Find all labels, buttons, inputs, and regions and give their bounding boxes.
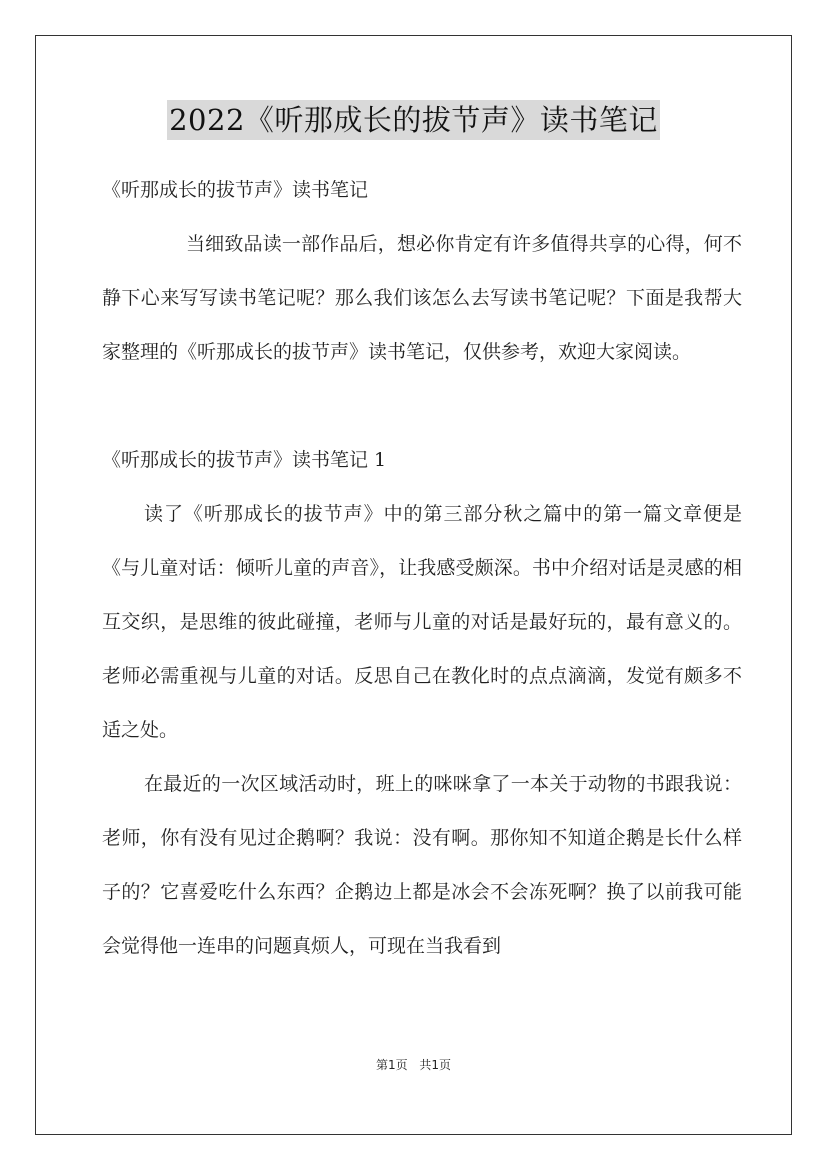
section-paragraph-2: 在最近的一次区域活动时，班上的咪咪拿了一本关于动物的书跟我说：老师，你有没有见过企鹅啊？我说：没有啊。那你知不知道企鹅是长什么样子的？它喜爱吃什么东西？企鹅边上都是冰会不会冻死啊？换了以前我可能会觉得他一连串的问题真烦人，可现在当我看到 <box>102 773 742 957</box>
document-subtitle: 《听那成长的拔节声》读书笔记 <box>102 179 369 201</box>
page-total: 共1页 <box>419 1058 452 1072</box>
section-paragraph-1: 读了《听那成长的拔节声》中的第三部分秋之篇中的第一篇文章便是《与儿童对话：倾听儿童的声音》，让我感受颇深。书中介绍对话是灵感的相互交织，是思维的彼此碰撞，老师与儿童的对话是最好玩的，最有意义的。老师必需重视与儿童的对话。反思自己在教化时的点点滴滴，发觉有颇多不适之处。 <box>102 503 742 741</box>
page-footer <box>0 1056 827 1073</box>
document-title: 2022《听那成长的拔节声》读书笔记 <box>167 100 660 140</box>
page-number: 第1页 <box>375 1058 408 1072</box>
section-heading: 《听那成长的拔节声》读书笔记 1 <box>102 449 387 471</box>
title-container <box>0 100 827 140</box>
document-body <box>102 163 742 973</box>
intro-paragraph: 当细致品读一部作品后，想必你肯定有许多值得共享的心得，何不静下心来写写读书笔记呢？那么我们该怎么去写读书笔记呢？下面是我帮大家整理的《听那成长的拔节声》读书笔记，仅供参考，欢迎大家阅读。 <box>102 233 742 363</box>
